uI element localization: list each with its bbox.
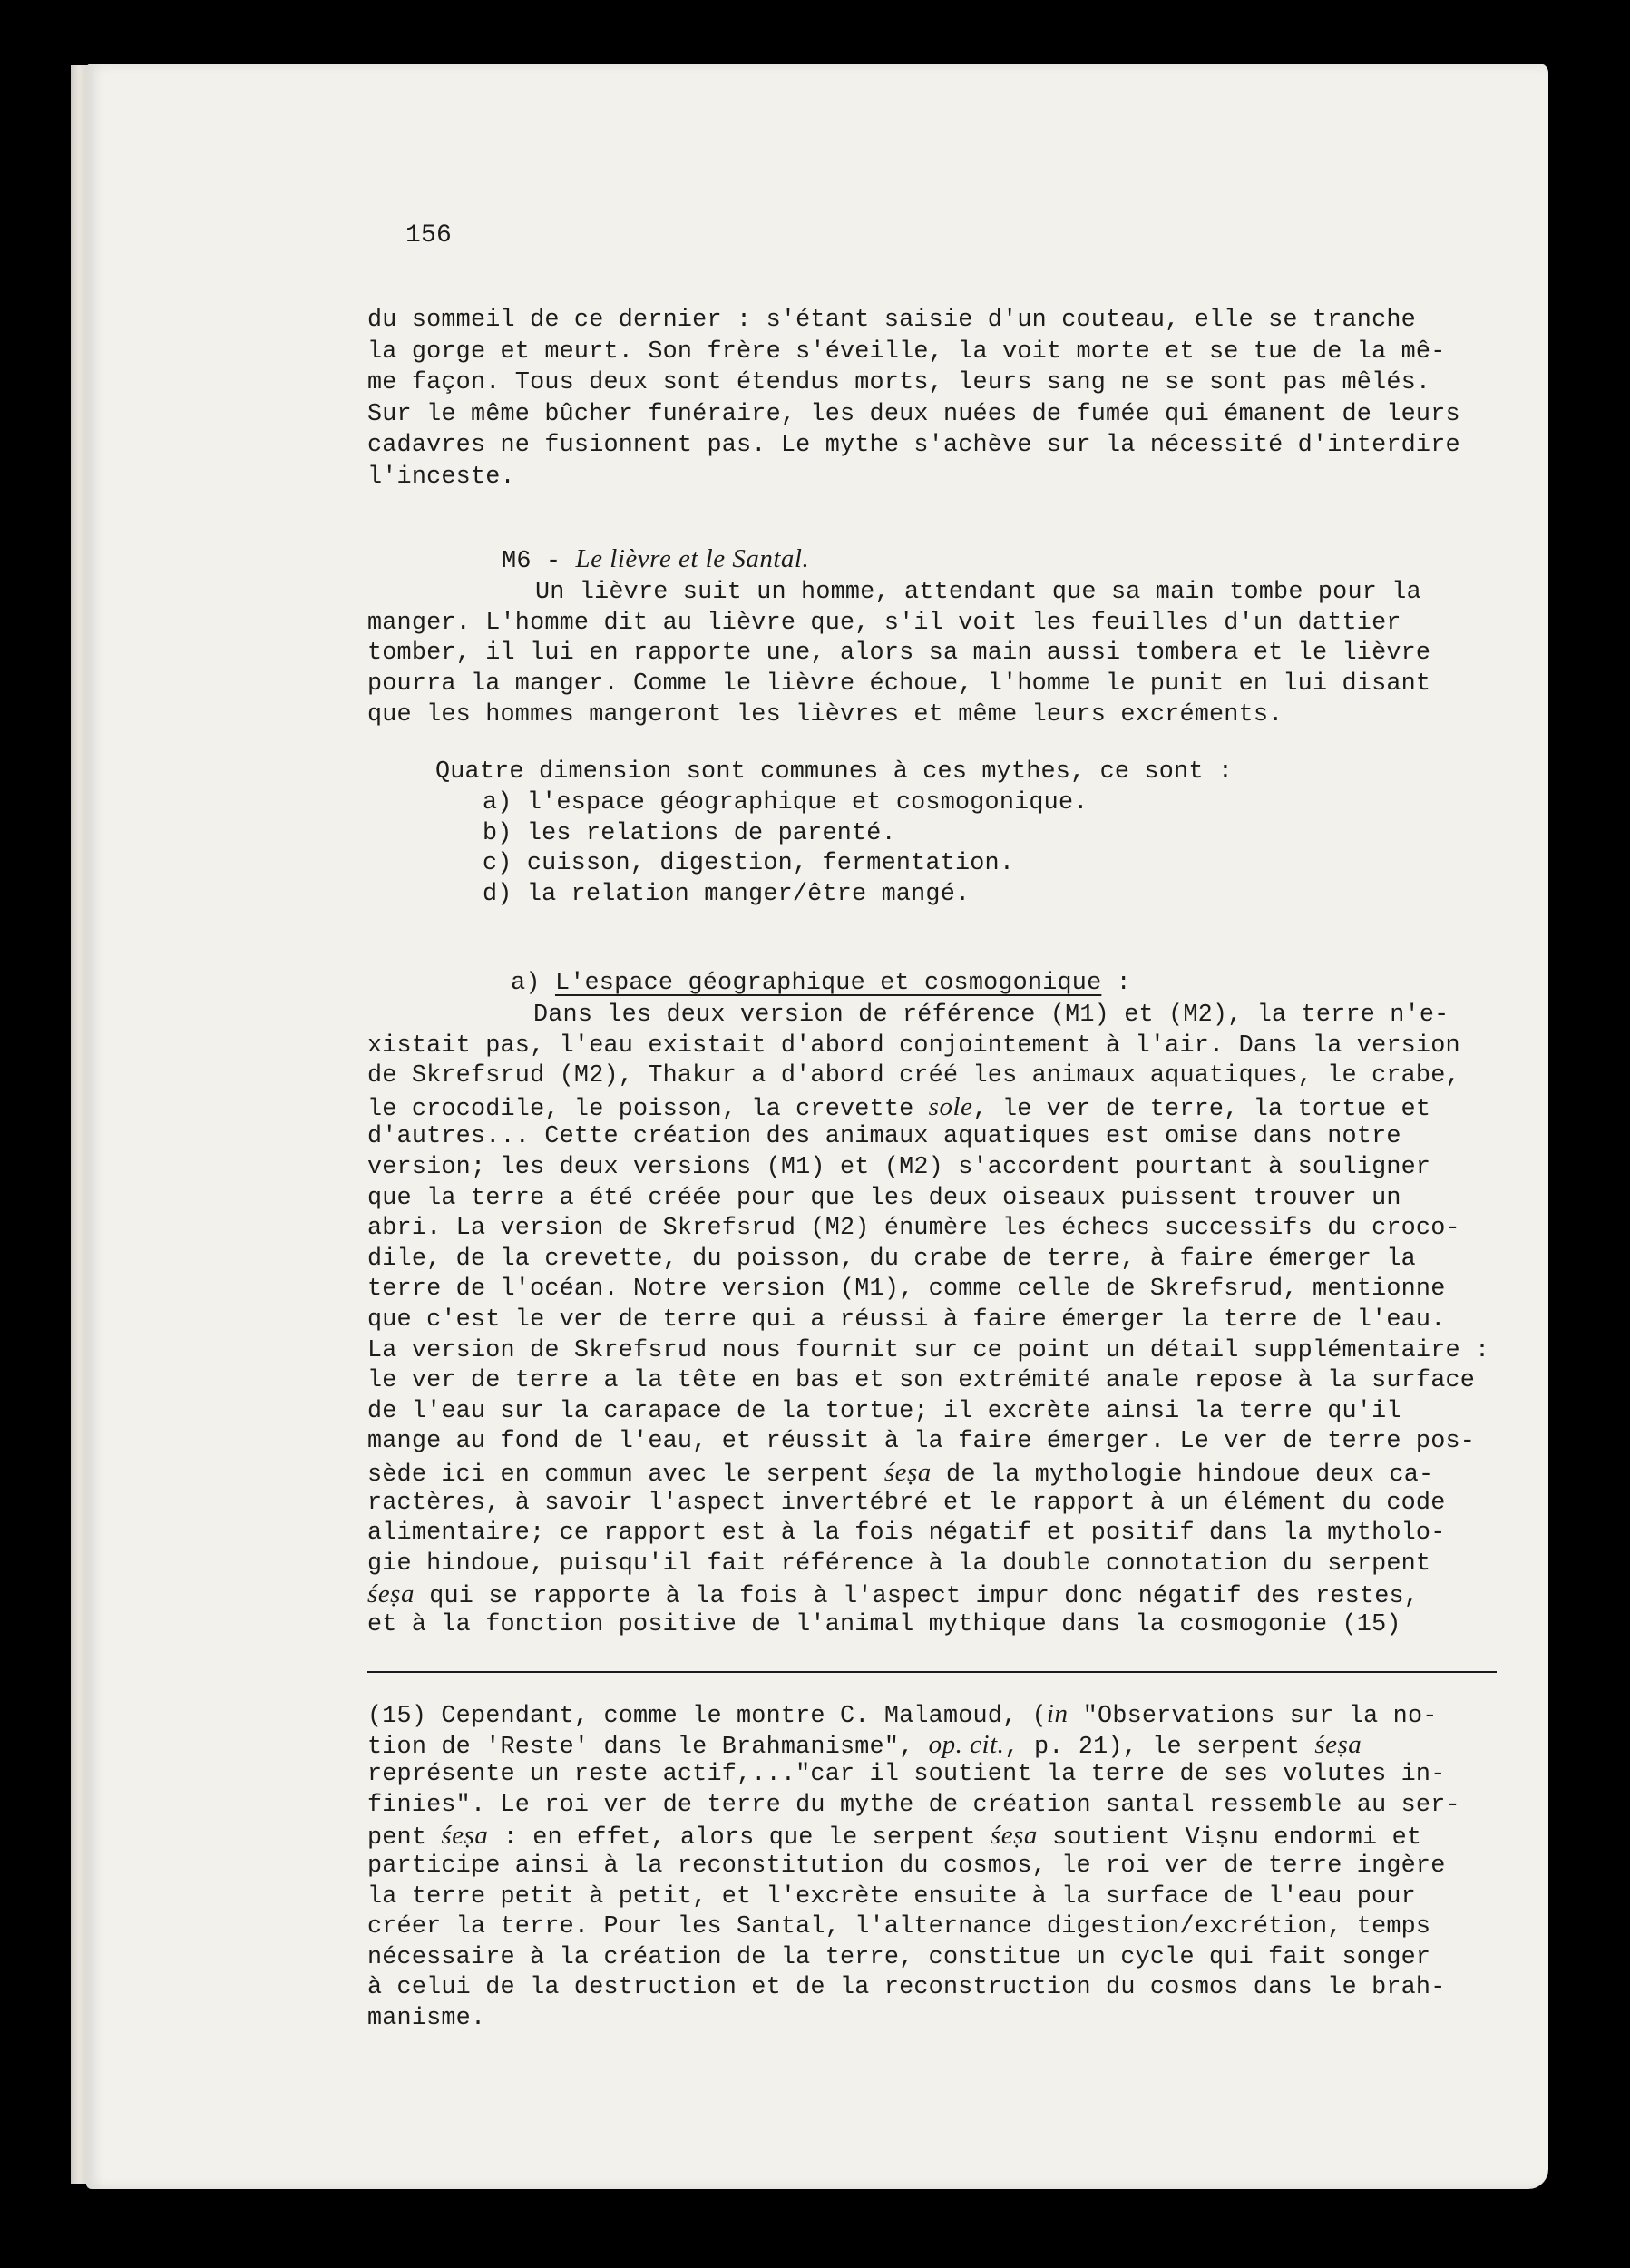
footnote-line-post: : en effet, alors que le serpent	[488, 1824, 991, 1853]
text-line-pre: alimentaire; ce rapport est à la fois négatif et positif dans la mytholo-	[367, 1520, 1446, 1548]
text-line: me façon. Tous deux sont étendus morts, leurs sang ne se sont pas mêlés.	[367, 369, 1431, 397]
text-line: pourra la manger. Comme le lièvre échoue, l'homme le punit en lui disant	[367, 670, 1431, 699]
footnote-line-pre: créer la terre. Pour les Santal, l'alternance digestion/excrétion, temps	[367, 1913, 1431, 1941]
text-line-pre: terre de l'océan. Notre version (M1), comme celle de Skrefsrud, mentionne	[367, 1276, 1446, 1304]
text-line-pre: mange au fond de l'eau, et réussit à la faire émerger. Le ver de terre pos-	[367, 1428, 1476, 1456]
text-line-pre: de Skrefsrud (M2), Thakur a d'abord créé les animaux aquatiques, le crabe,	[367, 1062, 1460, 1090]
footnote-line	[367, 1973, 1446, 2002]
text-line	[367, 1122, 1401, 1151]
footnote-line-post: "Observations sur la no-	[1068, 1703, 1438, 1730]
text-line-pre: sède ici en commun avec le serpent	[367, 1461, 884, 1489]
text-line-pre: xistait pas, l'eau existait d'abord conjointement à l'air. Dans la version	[367, 1031, 1460, 1060]
footnote-line	[367, 1943, 1430, 1972]
text-line	[367, 1397, 1401, 1426]
footnote-line	[367, 1760, 1446, 1789]
footnote-line	[367, 2004, 485, 2033]
text-line	[533, 1001, 1449, 1030]
text-line: l'inceste.	[367, 464, 515, 491]
text-line	[367, 1061, 1460, 1090]
text-line-pre: abri. La version de Skrefsrud (M2) énumère les échecs successifs du croco-	[367, 1215, 1460, 1243]
footnote-line-post2: soutient Viṣnu endormi et	[1037, 1824, 1422, 1853]
footnote-line-pre: nécessaire à la création de la terre, constitue un cycle qui fait songer	[367, 1943, 1431, 1971]
footnote-line	[367, 1699, 1438, 1731]
footnote-line-ital2: śeṣa	[990, 1821, 1038, 1851]
text-line	[367, 1579, 1419, 1611]
text-line	[367, 1366, 1475, 1395]
text-line: la gorge et meurt. Son frère s'éveille, la voit morte et se tue de la mê-	[367, 337, 1446, 366]
footnote-line	[367, 1791, 1460, 1820]
footnote-line-pre: manisme.	[367, 2005, 486, 2032]
text-line	[367, 1519, 1446, 1548]
text-line: Sur le même bûcher funéraire, les deux nuées de fumée qui émanent de leurs	[367, 400, 1460, 428]
list-item: a) l'espace géographique et cosmogonique.	[483, 789, 1088, 816]
text-line: que les hommes mangeront les lièvres et même leurs excréments.	[367, 700, 1284, 728]
footnote-line-pre: (15) Cependant, comme le montre C. Malamoud, (	[367, 1703, 1047, 1730]
myth-heading-label: M6 -	[502, 548, 576, 575]
text-line-ital: śeṣa	[883, 1458, 932, 1487]
section-heading-title: L'espace géographique et cosmogonique	[554, 970, 1102, 997]
footnote-line-ital: śeṣa	[441, 1821, 489, 1851]
text-line-pre: gie hindoue, puisqu'il fait référence à la double connotation du serpent	[367, 1549, 1431, 1578]
list-item: c) cuisson, digestion, fermentation.	[483, 850, 1015, 877]
text-line	[367, 1214, 1460, 1243]
footnote-line-ital: in	[1046, 1699, 1069, 1728]
footnote-line	[367, 1912, 1430, 1941]
text-line-post: , le ver de terre, la tortue et	[972, 1095, 1431, 1123]
text-line	[367, 1153, 1430, 1182]
text-line-pre: ractères, à savoir l'aspect invertébré et le rapport à un élément du code	[367, 1489, 1446, 1517]
text-line-pre: d'autres... Cette création des animaux aquatiques est omise dans notre	[367, 1123, 1401, 1151]
text-line	[367, 1549, 1430, 1579]
footnote-line-pre: à celui de la destruction et de la reconstruction du cosmos dans le brah-	[367, 1974, 1446, 2002]
text-line	[367, 1092, 1430, 1124]
list-item: b) les relations de parenté.	[483, 819, 896, 847]
text-line-post: qui se rapporte à la fois à l'aspect impur donc négatif des restes,	[414, 1583, 1420, 1611]
text-line-pre: que la terre a été créée pour que les deux oiseaux puissent trouver un	[367, 1184, 1401, 1212]
footnote-line-ital2: śeṣa	[1314, 1729, 1362, 1759]
footnote-line-ital: op. cit.	[928, 1729, 1005, 1759]
footnote-line	[367, 1882, 1416, 1911]
text-line-post: de la mythologie hindoue deux ca-	[931, 1461, 1434, 1489]
text-line: du sommeil de ce dernier : s'étant saisie d'un couteau, elle se tranche	[367, 307, 1416, 334]
section-heading-suffix: :	[1101, 970, 1131, 997]
footnote-line-post: , p. 21), le serpent	[1004, 1733, 1315, 1761]
text-line	[367, 1458, 1433, 1490]
section-heading-prefix: a)	[511, 970, 555, 997]
footnote-line-pre: tion de 'Reste' dans le Brahmanisme",	[367, 1733, 929, 1761]
text-line	[367, 1184, 1401, 1213]
text-line	[367, 1031, 1460, 1061]
myth-heading-title: Le lièvre et le Santal.	[575, 544, 810, 573]
text-line-ital: śeṣa	[367, 1579, 415, 1609]
text-line: cadavres ne fusionnent pas. Le mythe s'achève sur la nécessité d'interdire	[367, 432, 1460, 460]
footnote-rule	[367, 1671, 1497, 1673]
text-line	[367, 1610, 1401, 1639]
footnote-line-pre: finies". Le roi ver de terre du mythe de création santal ressemble au ser-	[367, 1791, 1460, 1819]
text-line-pre: Dans les deux version de référence (M1) et (M2), la terre n'e-	[533, 1002, 1449, 1029]
text-line	[367, 1336, 1489, 1365]
text-line-pre: que c'est le ver de terre qui a réussi à faire émerger la terre de l'eau.	[367, 1306, 1446, 1334]
page-number: 156	[405, 221, 453, 249]
text-line	[367, 1245, 1416, 1274]
footnote-line	[367, 1730, 1362, 1762]
footnote-line	[367, 1852, 1446, 1881]
text-line-pre: le ver de terre a la tête en bas et son extrémité anale repose à la surface	[367, 1367, 1476, 1395]
text-line	[367, 1489, 1446, 1518]
text-line-pre: dile, de la crevette, du poisson, du crabe de terre, à faire émerger la	[367, 1245, 1416, 1273]
text-line-pre: de l'eau sur la carapace de la tortue; il excrète ainsi la terre qu'il	[367, 1397, 1401, 1425]
footnote-line-pre: la terre petit à petit, et l'excrète ensuite à la surface de l'eau pour	[367, 1882, 1416, 1911]
text-line: manger. L'homme dit au lièvre que, s'il voit les feuilles d'un dattier	[367, 609, 1401, 637]
footnote-line-pre: représente un reste actif,..."car il soutient la terre de ses volutes in-	[367, 1761, 1446, 1789]
text-line-pre: version; les deux versions (M1) et (M2) s'accordent pourtant à souligner	[367, 1154, 1431, 1181]
text-line-pre: La version de Skrefsrud nous fournit sur ce point un détail supplémentaire :	[367, 1336, 1490, 1364]
dimensions-intro: Quatre dimension sont communes à ces mythes, ce sont :	[435, 758, 1234, 786]
text-line	[367, 1275, 1446, 1304]
text-line: tomber, il lui en rapporte une, alors sa main aussi tombera et le lièvre	[367, 640, 1431, 668]
text-line-pre: et à la fonction positive de l'animal mythique dans la cosmogonie (15)	[367, 1611, 1401, 1638]
text-line: Un lièvre suit un homme, attendant que sa main tombe pour la	[535, 579, 1421, 606]
text-line-pre: le crocodile, le poisson, la crevette	[367, 1095, 929, 1123]
footnote-line-pre: pent	[367, 1824, 442, 1853]
text-line	[367, 1427, 1475, 1456]
footnote-line-pre: participe ainsi à la reconstitution du cosmos, le roi ver de terre ingère	[367, 1853, 1446, 1880]
list-item: d) la relation manger/être mangé.	[483, 880, 971, 908]
text-line	[367, 1305, 1446, 1334]
footnote-line	[367, 1821, 1421, 1853]
text-line-ital: sole	[928, 1091, 973, 1121]
